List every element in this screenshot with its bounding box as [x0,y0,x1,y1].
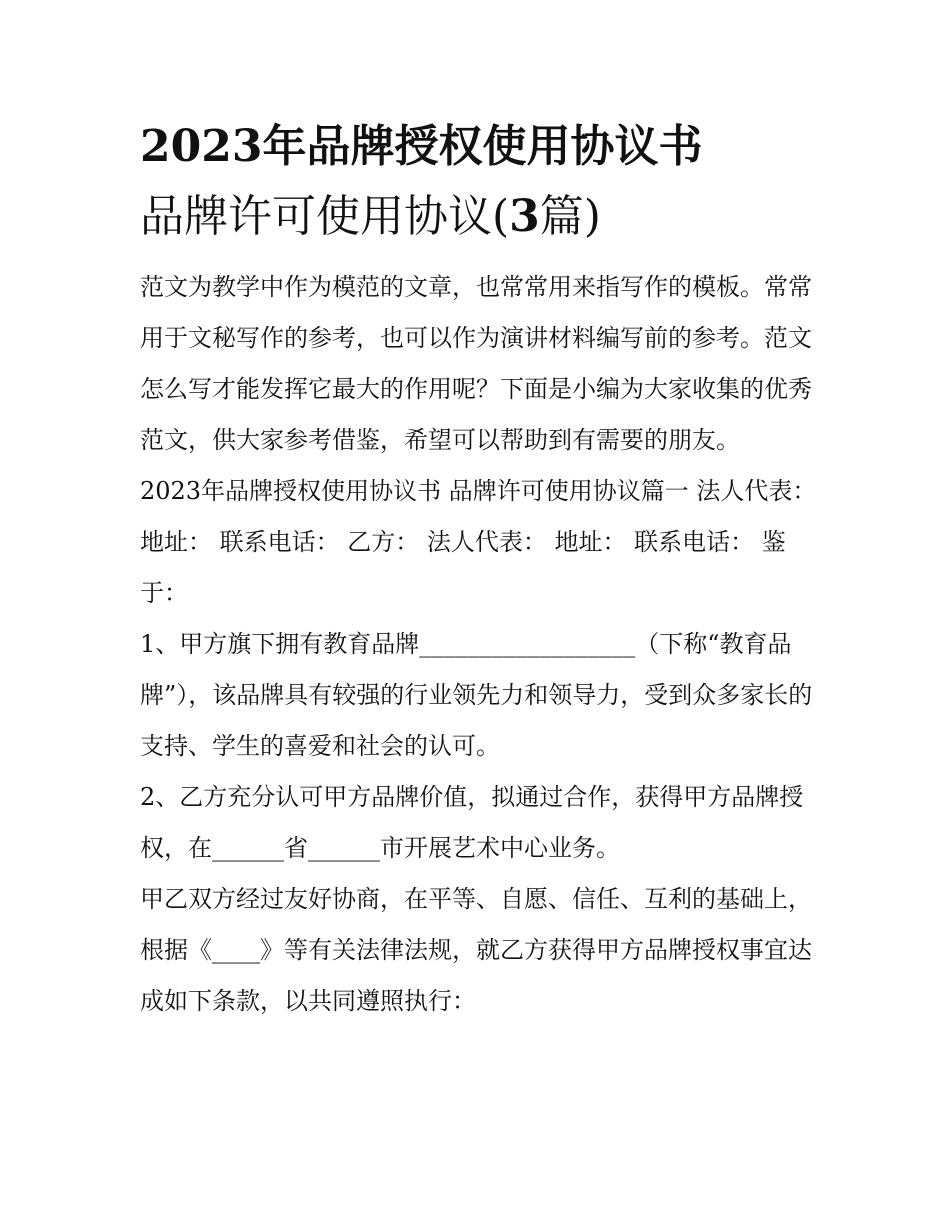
parties-paragraph: 2023年品牌授权使用协议书 品牌许可使用协议篇一 法人代表： 地址： 联系电话： 乙方： 法人代表： 地址： 联系电话： 鉴于： [140,477,817,607]
agreement-paragraph: 甲乙双方经过友好协商，在平等、自愿、信任、互利的基础上，根据《____》等有关法律法规，就乙方获得甲方品牌授权事宜达成如下条款，以共同遵照执行： [140,885,812,1015]
clause-1-paragraph: 1、甲方旗下拥有教育品牌__________________（下称“教育品牌”），该品牌具有较强的行业领先力和领导力，受到众多家长的支持、学生的喜爱和社会的认可。 [140,630,813,760]
title-line-2-prefix: 品牌许可使用协议( [140,191,510,242]
document-title [140,112,820,252]
clause-2-paragraph: 2、乙方充分认可甲方品牌价值，拟通过合作，获得甲方品牌授权，在______省______市开展艺术中心业务。 [140,783,804,862]
title-line-2 [140,182,820,252]
title-line-2-count: 3 [509,191,540,242]
document-body [140,112,820,1027]
title-line-1: 2023年品牌授权使用协议书 [140,121,703,172]
title-line-2-suffix: 篇) [539,191,601,242]
intro-paragraph: 范文为教学中作为模范的文章，也常常用来指写作的模板。常常用于文秘写作的参考，也可以作为演讲材料编写前的参考。范文怎么写才能发挥它最大的作用呢？下面是小编为大家收集的优秀范文，供大家参考借鉴，希望可以帮助到有需要的朋友。 [140,273,812,454]
